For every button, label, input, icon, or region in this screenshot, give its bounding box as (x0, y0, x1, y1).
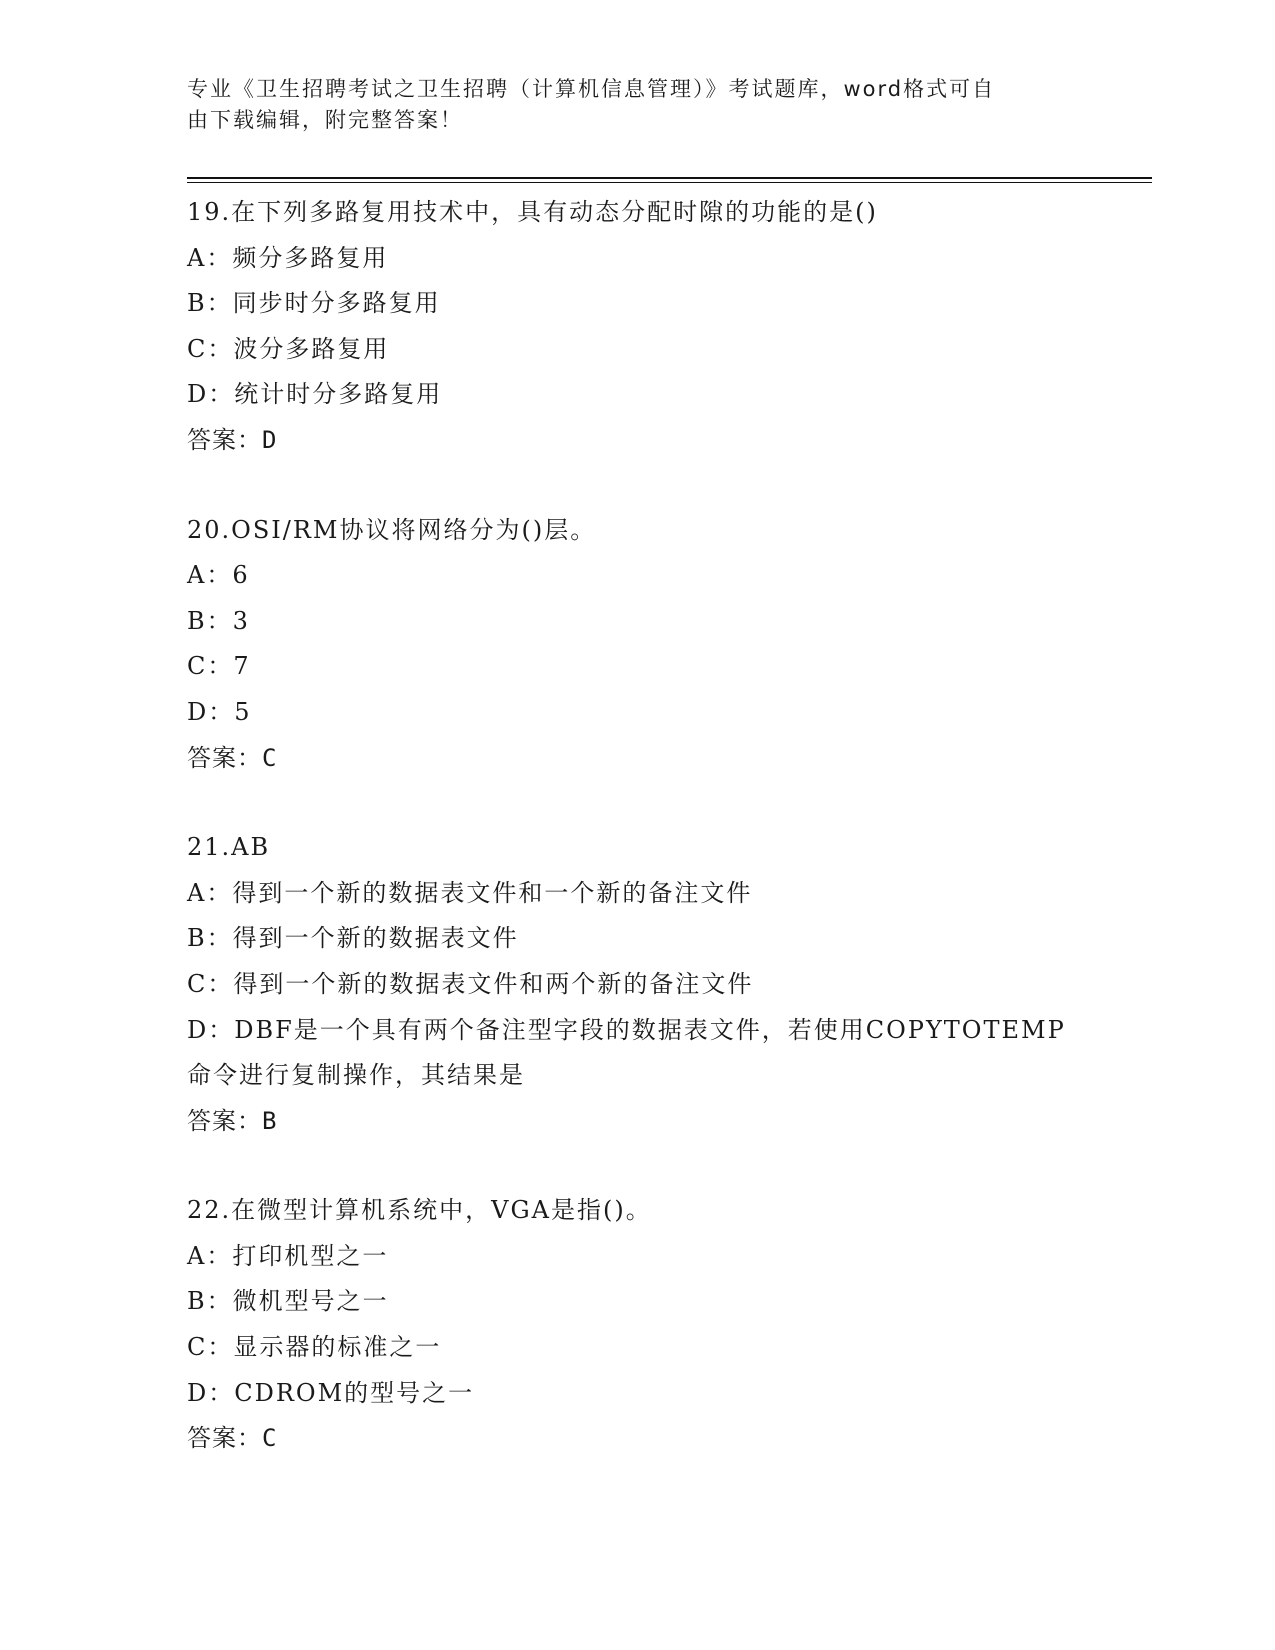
header-line-2: 由下载编辑，附完整答案！ (187, 108, 463, 132)
header-divider-thin (187, 182, 1152, 183)
option-b: B：得到一个新的数据表文件 (187, 924, 519, 953)
question-title: 20.OSI/RM协议将网络分为()层。 (187, 515, 597, 544)
answer-label: 答案： (187, 425, 262, 454)
answer-label: 答案： (187, 743, 262, 772)
answer-value: B (262, 1106, 278, 1135)
question-22 (187, 1188, 1087, 1462)
answer-line (187, 736, 1087, 782)
question-20 (187, 508, 1087, 782)
question-21 (187, 825, 1087, 1144)
answer-line (187, 418, 1087, 464)
option-c: C：波分多路复用 (187, 334, 390, 363)
question-title: 21.AB (187, 833, 271, 862)
answer-value: D (262, 425, 278, 454)
option-b: B：3 (187, 606, 250, 635)
question-list (187, 190, 1087, 1506)
question-19 (187, 190, 1087, 464)
document-header (187, 74, 1067, 136)
option-a: A：打印机型之一 (187, 1241, 389, 1270)
option-d: D：DBF是一个具有两个备注型字段的数据表文件，若使用COPYTOTEMP (187, 1015, 1066, 1044)
option-c: C：7 (187, 652, 251, 681)
option-d-continued: 命令进行复制操作，其结果是 (187, 1061, 525, 1090)
option-b: B：微机型号之一 (187, 1287, 389, 1316)
option-a: A：得到一个新的数据表文件和一个新的备注文件 (187, 878, 753, 907)
option-c: C：显示器的标准之一 (187, 1333, 442, 1362)
header-line-1: 专业《卫生招聘考试之卫生招聘（计算机信息管理）》考试题库，word格式可自 (187, 77, 996, 101)
option-b: B：同步时分多路复用 (187, 289, 441, 318)
question-title: 19.在下列多路复用技术中，具有动态分配时隙的功能的是() (187, 198, 878, 226)
answer-value: C (262, 743, 278, 772)
option-d: D：统计时分多路复用 (187, 380, 443, 409)
answer-label: 答案： (187, 1424, 262, 1453)
header-divider-thick (187, 177, 1152, 179)
answer-line (187, 1416, 1087, 1462)
answer-line (187, 1099, 1087, 1145)
option-d: D：5 (187, 697, 252, 726)
option-c: C：得到一个新的数据表文件和两个新的备注文件 (187, 969, 754, 998)
answer-label: 答案： (187, 1106, 262, 1135)
option-a: A：频分多路复用 (187, 243, 389, 272)
question-title: 22.在微型计算机系统中，VGA是指()。 (187, 1196, 652, 1225)
option-a: A：6 (187, 561, 250, 590)
answer-value: C (262, 1424, 278, 1453)
option-d: D：CDROM的型号之一 (187, 1378, 475, 1407)
